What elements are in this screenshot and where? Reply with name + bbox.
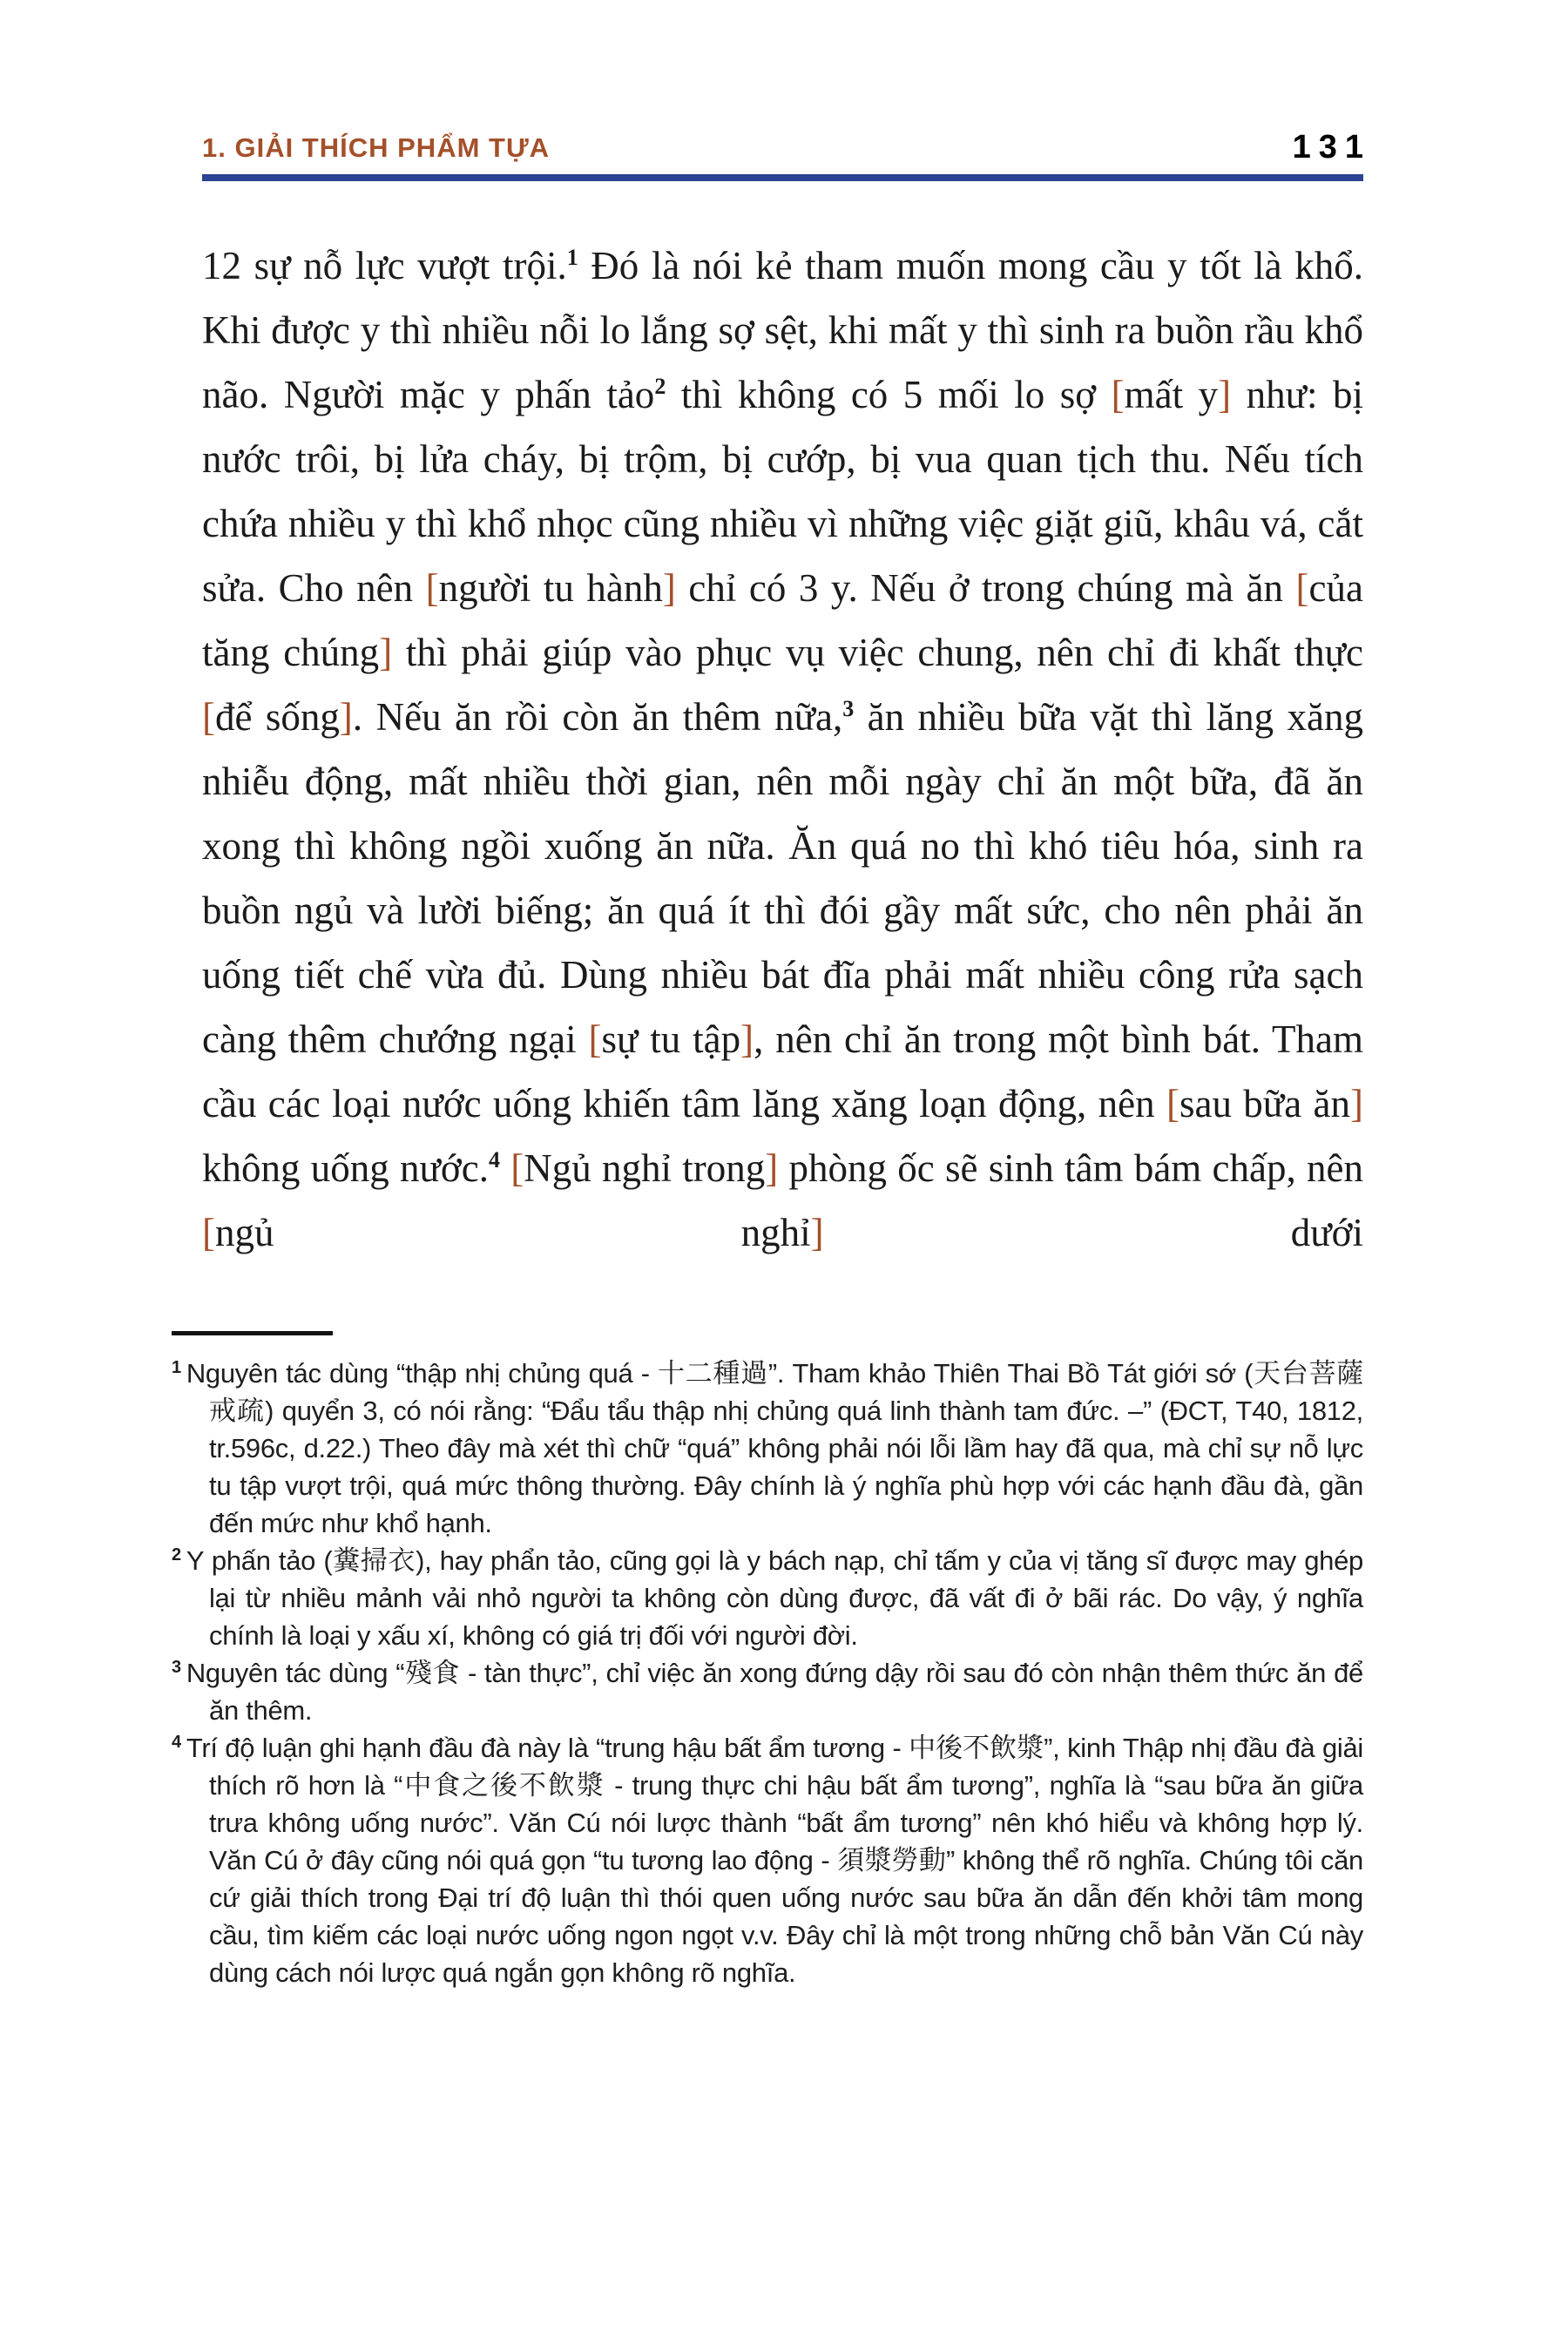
footnote-separator: [172, 1331, 333, 1335]
body-text: [202, 233, 1363, 1265]
running-head: [202, 129, 1371, 166]
footnote-item: [172, 1729, 1363, 1991]
editorial-bracket: [: [425, 566, 439, 610]
body-text-run: dưới: [823, 1211, 1363, 1254]
footnote-text: Nguyên tác dùng “殘食 - tàn thực”, chỉ việc ăn xong đứng dậy rồi sau đó còn nhận thêm thức ăn để ăn thêm.: [186, 1658, 1363, 1726]
body-text-run: sự tu tập: [601, 1017, 741, 1061]
editorial-bracket: ]: [379, 631, 393, 674]
footnote-marker: 2: [172, 1544, 181, 1565]
editorial-bracket: ]: [1350, 1082, 1363, 1125]
body-text-run: phòng ốc sẽ sinh tâm bám chấp, nên: [778, 1146, 1363, 1190]
editorial-bracket: ]: [662, 566, 676, 610]
footnotes-section: [172, 1355, 1363, 1991]
editorial-bracket: [: [1295, 566, 1309, 610]
footnote-ref: 4: [488, 1147, 500, 1173]
editorial-bracket: [: [510, 1146, 524, 1190]
footnote-item: [172, 1654, 1363, 1729]
body-text-run: [500, 1146, 510, 1190]
editorial-bracket: [: [1111, 373, 1125, 416]
footnote-marker: 1: [172, 1357, 181, 1377]
footnote-text: Nguyên tác dùng “thập nhị chủng quá - 十二種過”. Tham khảo Thiên Thai Bồ Tát giới sớ (天台菩薩戒疏) quyển 3, có nói rằng: “Đẩu tẩu thập nhị chủng quá linh thành tam đức. –” (ĐCT, T40, 1812, tr.596c, d.22.) Theo đây mà xét thì chữ “quá” không phải nói lỗi lầm hay đã qua, mà chỉ sự nỗ lực tu tập vượt trội, quá mức thông thường. Đây chính là ý nghĩa phù hợp với các hạnh đầu đà, gần đến mức như khổ hạnh.: [186, 1358, 1363, 1538]
body-text-run: Ngủ nghỉ trong: [524, 1146, 766, 1190]
page-content: [172, 129, 1371, 1991]
editorial-bracket: [: [588, 1017, 602, 1061]
body-text-run: Đó là nói kẻ tham muốn mong cầu y tốt là khổ. Khi được y thì nhiều nỗi lo lắng sợ sệt, khi mất y thì sinh ra buồn rầu khổ não. Người mặc y phấn tảo: [202, 244, 1364, 416]
body-text-run: ăn nhiều bữa vặt thì lăng xăng nhiễu động, mất nhiều thời gian, nên mỗi ngày chỉ ăn một bữa, đã ăn xong thì không ngồi xuống ăn nữa. Ăn quá no thì khó tiêu hóa, sinh ra buồn ngủ và lười biếng; ăn quá ít thì đói gầy mất sức, cho nên phải ăn uống tiết chế vừa đủ. Dùng nhiều bát đĩa phải mất nhiều công rửa sạch càng thêm chướng ngại: [202, 695, 1363, 1061]
section-title: 1. GIẢI THÍCH PHẨM TỰA: [202, 132, 551, 163]
editorial-bracket: [: [1166, 1082, 1179, 1125]
body-text-run: , nên chỉ ăn trong một bình bát. Tham cầu các loại nước uống khiến tâm lăng xăng loạn động, nên: [202, 1017, 1364, 1125]
footnote-ref: 1: [566, 245, 578, 270]
body-text-run: để sống: [215, 695, 340, 739]
editorial-bracket: ]: [765, 1146, 779, 1190]
body-text-run: như: bị nước trôi, bị lửa cháy, bị trộm, bị cướp, bị vua quan tịch thu. Nếu tích chứa nhiều y thì khổ nhọc cũng nhiều vì những việc giặt giũ, khâu vá, cắt sửa. Cho nên: [202, 373, 1363, 610]
footnote-marker: 4: [172, 1732, 181, 1752]
body-text-run: 12 sự nỗ lực vượt trội.: [202, 244, 567, 287]
editorial-bracket: [: [202, 695, 215, 739]
body-text-run: mất y: [1124, 373, 1219, 416]
footnote-ref: 3: [842, 696, 855, 721]
body-text-run: sau bữa ăn: [1179, 1082, 1350, 1125]
editorial-bracket: [: [202, 1211, 215, 1254]
body-text-run: của tăng chúng: [202, 566, 1363, 674]
body-text-run: ngủ nghỉ: [215, 1211, 811, 1254]
body-text-run: không uống nước.: [202, 1146, 489, 1190]
page-header: [202, 129, 1371, 181]
body-text-run: thì phải giúp vào phục vụ việc chung, nên chỉ đi khất thực: [392, 631, 1363, 674]
footnote-text: Y phấn tảo (糞掃衣), hay phẩn tảo, cũng gọi là y bách nạp, chỉ tấm y của vị tăng sĩ được may ghép lại từ nhiều mảnh vải nhỏ người ta không còn dùng được, đã vất đi ở bãi rác. Do vậy, ý nghĩa chính là loại y xấu xí, không có giá trị đối với người đời.: [186, 1545, 1363, 1651]
body-text-run: chỉ có 3 y. Nếu ở trong chúng mà ăn: [675, 566, 1296, 610]
editorial-bracket: ]: [810, 1211, 824, 1254]
body-text-run: người tu hành: [438, 566, 663, 610]
footnote-marker: 3: [172, 1657, 181, 1677]
editorial-bracket: ]: [339, 695, 353, 739]
editorial-bracket: ]: [740, 1017, 754, 1061]
footnote-ref: 2: [654, 374, 666, 399]
header-rule: [202, 174, 1363, 181]
editorial-bracket: ]: [1218, 373, 1232, 416]
body-text-run: . Nếu ăn rồi còn ăn thêm nữa,: [352, 695, 843, 739]
page-number: 131: [1292, 129, 1371, 166]
footnote-item: [172, 1355, 1363, 1542]
footnote-item: [172, 1542, 1363, 1654]
body-text-run: thì không có 5 mối lo sợ: [666, 373, 1112, 416]
footnote-text: Trí độ luận ghi hạnh đầu đà này là “trung hậu bất ẩm tương - 中後不飲漿”, kinh Thập nhị đầu đà giải thích rõ hơn là “中食之後不飲漿 - trung thực chi hậu bất ẩm tương”, nghĩa là “sau bữa ăn giữa trưa không uống nước”. Văn Cú nói lược thành “bất ẩm tương” nên khó hiểu và không hợp lý. Văn Cú ở đây cũng nói quá gọn “tu tương lao động - 須漿勞動” không thể rõ nghĩa. Chúng tôi căn cứ giải thích trong Đại trí độ luận thì thói quen uống nước sau bữa ăn dẫn đến khởi tâm mong cầu, tìm kiếm các loại nước uống ngon ngọt v.v. Đây chỉ là một trong những chỗ bản Văn Cú này dùng cách nói lược quá ngắn gọn không rõ nghĩa.: [186, 1733, 1363, 1988]
body-paragraph: [202, 233, 1363, 1265]
